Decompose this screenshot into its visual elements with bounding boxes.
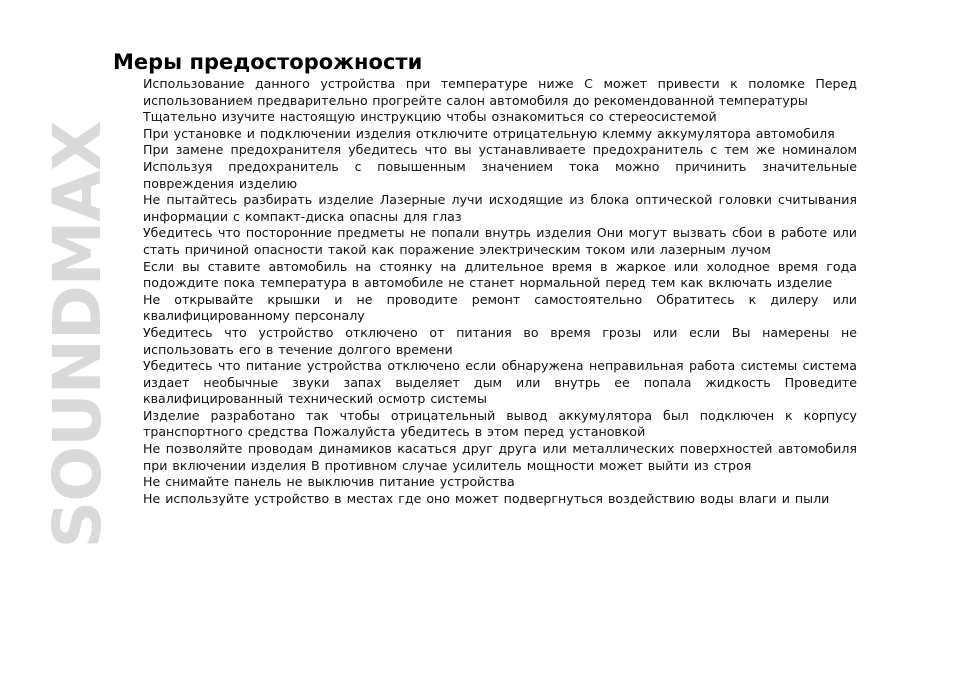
page-title: Меры предосторожности	[113, 50, 423, 74]
precaution-item: Убедитесь что устройство отключено от питания во время грозы или если Вы намерены не использовать его в течение долгого времени	[143, 324, 857, 357]
precaution-item: Если вы ставите автомобиль на стоянку на длительное время в жаркое или холодное время года подождите пока температура в автомобиле не станет нормальной перед тем как включать изделие	[143, 258, 857, 291]
precaution-item: Не снимайте панель не выключив питание устройства	[143, 474, 515, 490]
precaution-item: При установке и подключении изделия отключите отрицательную клемму аккумулятора автомобиля	[143, 125, 835, 141]
brand-logo-text: SOUNDMAX	[39, 121, 116, 549]
precaution-item: Использование данного устройства при температуре ниже С может привести к поломке Перед использованием предварительно прогрейте салон автомобиля до рекомендованной температуры	[143, 76, 857, 108]
precaution-item: Не открывайте крышки и не проводите ремонт самостоятельно Обратитесь к дилеру или квалифицированному персоналу	[143, 291, 857, 324]
precaution-item: Не позволяйте проводам динамиков касаться друг друга или металлических поверхностей автомобиля при включении изделия В противном случае усилитель мощности может выйти из строя	[143, 441, 857, 473]
precaution-item: Убедитесь что посторонние предметы не попали внутрь изделия Они могут вызвать сбои в работе или стать причиной опасности такой как поражение электрическим током или лазерным лучом	[143, 225, 857, 257]
precaution-item: При замене предохранителя убедитесь что вы устанавливаете предохранитель с тем же номиналом Используя предохранитель с повышенным значением тока можно причинить значительные повреждения изделию	[143, 142, 857, 191]
precaution-item: Не пытайтесь разбирать изделие Лазерные лучи исходящие из блока оптической головки считывания информации с компакт-диска опасны для глаз	[143, 192, 857, 224]
precaution-item: Убедитесь что питание устройства отключено если обнаружена неправильная работа системы система издает необычные звуки запах выделяет дым или внутрь ее попала жидкость Проведите квалифицированный технический осмотр системы	[143, 358, 857, 407]
precaution-item: Не используйте устройство в местах где оно может подвергнуться воздействию воды влаги и пыли	[143, 490, 830, 506]
precaution-item: Тщательно изучите настоящую инструкцию чтобы ознакомиться со стереосистемой	[143, 109, 717, 125]
precautions-list	[143, 76, 857, 507]
brand-watermark	[39, 45, 116, 625]
precaution-item: Изделие разработано так чтобы отрицательный вывод аккумулятора был подключен к корпусу транспортного средства Пожалуйста убедитесь в этом перед установкой	[143, 407, 857, 440]
